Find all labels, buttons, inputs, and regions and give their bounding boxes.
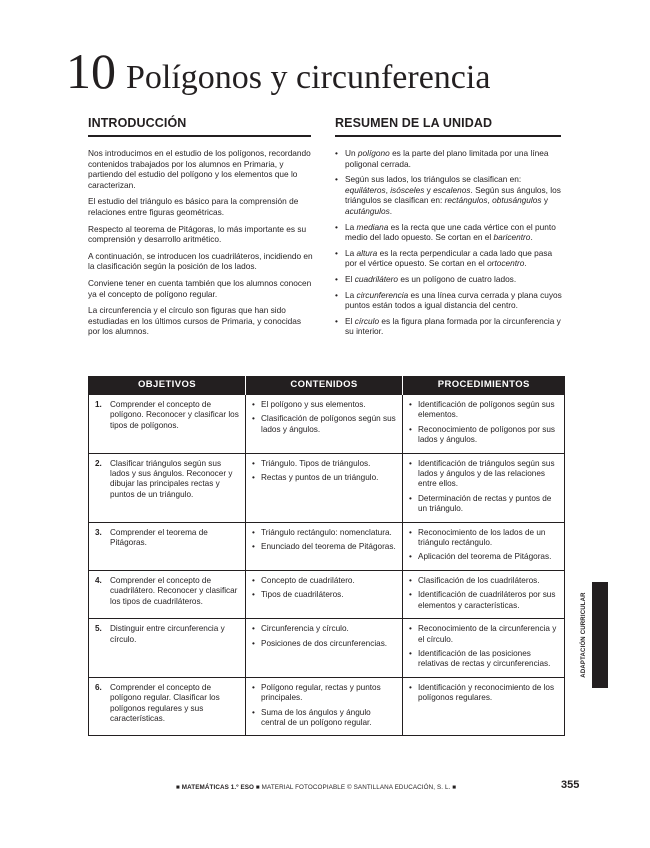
header-objetivos: OBJETIVOS	[89, 376, 246, 395]
page-number: 355	[561, 779, 580, 791]
list-item: • Rectas y puntos de un triángulo.	[252, 473, 379, 483]
resumen-heading: RESUMEN DE LA UNIDAD	[335, 116, 561, 137]
bullet-icon: •	[252, 682, 255, 692]
procedimientos-cell	[403, 677, 565, 736]
objetivo-cell	[89, 570, 246, 618]
list-item: • Reconocimiento de los lados de un triángulo rectángulo.	[409, 527, 546, 548]
introduccion-heading: INTRODUCCIÓN	[88, 116, 311, 137]
bullet-icon: •	[409, 575, 412, 585]
objetivo-text: Comprender el teorema de Pitágoras.	[110, 527, 208, 548]
bullet-icon: •	[252, 542, 255, 552]
list-item: • Triángulo rectángulo: nomenclatura.	[252, 527, 392, 537]
objetivo-cell	[89, 619, 246, 678]
bullet-icon: •	[409, 458, 412, 468]
intro-paragraph: A continuación, se introducen los cuadriláteros, incidiendo en la clasificación según la posición de los lados.	[88, 250, 313, 272]
objetivo-number: 2.	[95, 458, 102, 468]
bullet-icon: •	[409, 682, 412, 692]
list-item: • Clasificación de polígonos según sus lados y ángulos.	[252, 414, 396, 434]
list-item: • Reconocimiento de la circunferencia y el círculo.	[409, 624, 557, 644]
table-row	[89, 570, 565, 618]
objectives-table	[88, 376, 565, 736]
list-item: • Identificación y reconocimiento de los polígonos regulares.	[409, 682, 555, 703]
procedimientos-cell	[403, 395, 565, 454]
bullet-icon: •	[252, 624, 255, 634]
resumen-item: • La circunferencia es una línea curva cerrada y plana cuyos puntos están todos a igual distancia del centro.	[335, 289, 562, 311]
bullet-icon: •	[409, 493, 412, 503]
contenidos-cell	[246, 570, 403, 618]
table-row	[89, 522, 565, 570]
header-procedimientos: PROCEDIMIENTOS	[403, 376, 565, 395]
list-item: • Circunferencia y círculo.	[252, 624, 349, 634]
objetivo-cell	[89, 453, 246, 522]
bullet-icon: •	[409, 552, 412, 562]
header-contenidos: CONTENIDOS	[246, 376, 403, 395]
objetivo-text: Clasificar triángulos según sus lados y sus ángulos. Reconocer y dibujar las principales rectas y puntos de un triángulo.	[110, 458, 233, 499]
list-item: • Reconocimiento de polígonos por sus lados y ángulos.	[409, 424, 555, 445]
bullet-icon: •	[335, 273, 338, 284]
chapter-heading	[66, 42, 490, 102]
list-item: • Identificación de polígonos según sus elementos.	[409, 400, 555, 420]
resumen-item: • Un polígono es la parte del plano limitada por una línea poligonal cerrada.	[335, 148, 549, 169]
contenidos-cell	[246, 522, 403, 570]
sidebar-tab	[592, 582, 608, 688]
list-item: • Triángulo. Tipos de triángulos.	[252, 458, 371, 468]
bullet-icon: •	[335, 289, 338, 300]
footer-subject: ■ MATEMÁTICAS 1.º ESO ■	[176, 784, 260, 791]
list-item: • Suma de los ángulos y ángulo central de un polígono regular.	[252, 707, 372, 727]
procedimientos-cell	[403, 453, 565, 522]
list-item: • Enunciado del teorema de Pitágoras.	[252, 542, 396, 552]
list-item: • El polígono y sus elementos.	[252, 400, 366, 409]
resumen-item: • El círculo es la figura plana formada por la circunferencia y su interior.	[335, 315, 561, 337]
objetivo-text: Distinguir entre circunferencia y círculo.	[110, 624, 225, 644]
table-header-row	[89, 376, 565, 395]
contenidos-cell	[246, 677, 403, 736]
bullet-icon: •	[252, 414, 255, 424]
bullet-icon: •	[252, 527, 255, 537]
objetivo-text: Comprender el concepto de polígono. Reconocer y clasificar los tipos de polígonos.	[110, 400, 239, 430]
resumen-list	[333, 148, 565, 342]
bullet-icon: •	[252, 590, 255, 600]
introduccion-body	[88, 148, 314, 343]
bullet-icon: •	[252, 458, 255, 468]
list-item: • Posiciones de dos circunferencias.	[252, 638, 388, 648]
bullet-icon: •	[252, 575, 255, 585]
chapter-title: Polígonos y circunferencia	[126, 59, 491, 96]
list-item: • Determinación de rectas y puntos de un triángulo.	[409, 493, 552, 514]
list-item: • Identificación de las posiciones relativas de rectas y circunferencias.	[409, 648, 551, 669]
objetivo-text: Comprender el concepto de polígono regular. Clasificar los polígonos regulares y sus características.	[110, 682, 220, 723]
table-row	[89, 677, 565, 736]
intro-paragraph: Respecto al teorema de Pitágoras, lo más importante es su comprensión y desarrollo aritmético.	[88, 223, 307, 245]
intro-paragraph: Nos introducimos en el estudio de los polígonos, recordando contenidos trabajados por los alumnos en Primaria, y partiendo del estudio del polígono y los elementos que lo caracterizan.	[88, 148, 311, 190]
bullet-icon: •	[409, 648, 412, 658]
resumen-item: • Según sus lados, los triángulos se clasifican en: equiláteros, isósceles y escalenos. Según sus ángulos, los triángulos se clasifican en: rectángulos, obtusángulos y acutángulos.	[335, 174, 561, 216]
table-row	[89, 619, 565, 678]
intro-paragraph: El estudio del triángulo es básico para la comprensión de relaciones entre figuras geométricas.	[88, 196, 299, 217]
contenidos-cell	[246, 395, 403, 454]
bullet-icon: •	[252, 707, 255, 717]
list-item: • Polígono regular, rectas y puntos principales.	[252, 682, 381, 703]
objetivo-number: 6.	[95, 682, 102, 692]
list-item: • Clasificación de los cuadriláteros.	[409, 575, 540, 585]
contenidos-cell	[246, 453, 403, 522]
bullet-icon: •	[252, 400, 255, 409]
footer	[176, 784, 456, 791]
objetivo-number: 1.	[95, 400, 102, 409]
resumen-item: • La altura es la recta perpendicular a cada lado que pasa por el vértice opuesto. Se cortan en el ortocentro.	[335, 247, 553, 269]
resumen-item: • El cuadrilátero es un polígono de cuatro lados.	[335, 273, 517, 284]
list-item: • Concepto de cuadrilátero.	[252, 575, 355, 585]
bullet-icon: •	[335, 221, 338, 232]
list-item: • Tipos de cuadriláteros.	[252, 590, 344, 600]
procedimientos-cell	[403, 522, 565, 570]
contenidos-cell	[246, 619, 403, 678]
chapter-number: 10	[66, 43, 116, 99]
footer-copyright: MATERIAL FOTOCOPIABLE © SANTILLANA EDUCACIÓN, S. L. ■	[259, 784, 457, 791]
bullet-icon: •	[409, 590, 412, 600]
procedimientos-cell	[403, 619, 565, 678]
bullet-icon: •	[335, 247, 338, 258]
procedimientos-cell	[403, 570, 565, 618]
list-item: • Identificación de triángulos según sus lados y ángulos y de las relaciones entre ellos.	[409, 458, 555, 489]
table-row	[89, 395, 565, 454]
bullet-icon: •	[335, 148, 338, 158]
intro-paragraph: La circunferencia y el círculo son figuras que han sido estudiadas en los últimos cursos de Primaria, y conocidas por los alumnos.	[88, 305, 302, 337]
objetivo-cell	[89, 677, 246, 736]
bullet-icon: •	[335, 315, 338, 326]
objetivo-number: 5.	[95, 624, 102, 634]
bullet-icon: •	[409, 624, 412, 634]
bullet-icon: •	[252, 473, 255, 483]
objetivo-number: 4.	[95, 575, 102, 585]
objetivo-cell	[89, 522, 246, 570]
bullet-icon: •	[409, 424, 412, 434]
intro-paragraph: Conviene tener en cuenta también que los alumnos conocen ya el concepto de polígono regular.	[88, 277, 312, 299]
objetivo-cell	[89, 395, 246, 454]
bullet-icon: •	[335, 174, 338, 185]
sidebar-label: ADAPTACIÓN CURRICULAR	[581, 592, 587, 678]
resumen-item: • La mediana es la recta que une cada vértice con el punto medio del lado opuesto. Se cortan en el baricentro.	[335, 221, 556, 243]
bullet-icon: •	[252, 638, 255, 648]
list-item: • Identificación de cuadriláteros por sus elementos y características.	[409, 590, 556, 610]
bullet-icon: •	[409, 400, 412, 409]
objetivo-number: 3.	[95, 527, 102, 537]
bullet-icon: •	[409, 527, 412, 537]
list-item: • Aplicación del teorema de Pitágoras.	[409, 552, 552, 562]
objetivo-text: Comprender el concepto de cuadrilátero. Reconocer y clasificar los tipos de cuadriláteros.	[110, 575, 238, 606]
table-row	[89, 453, 565, 522]
